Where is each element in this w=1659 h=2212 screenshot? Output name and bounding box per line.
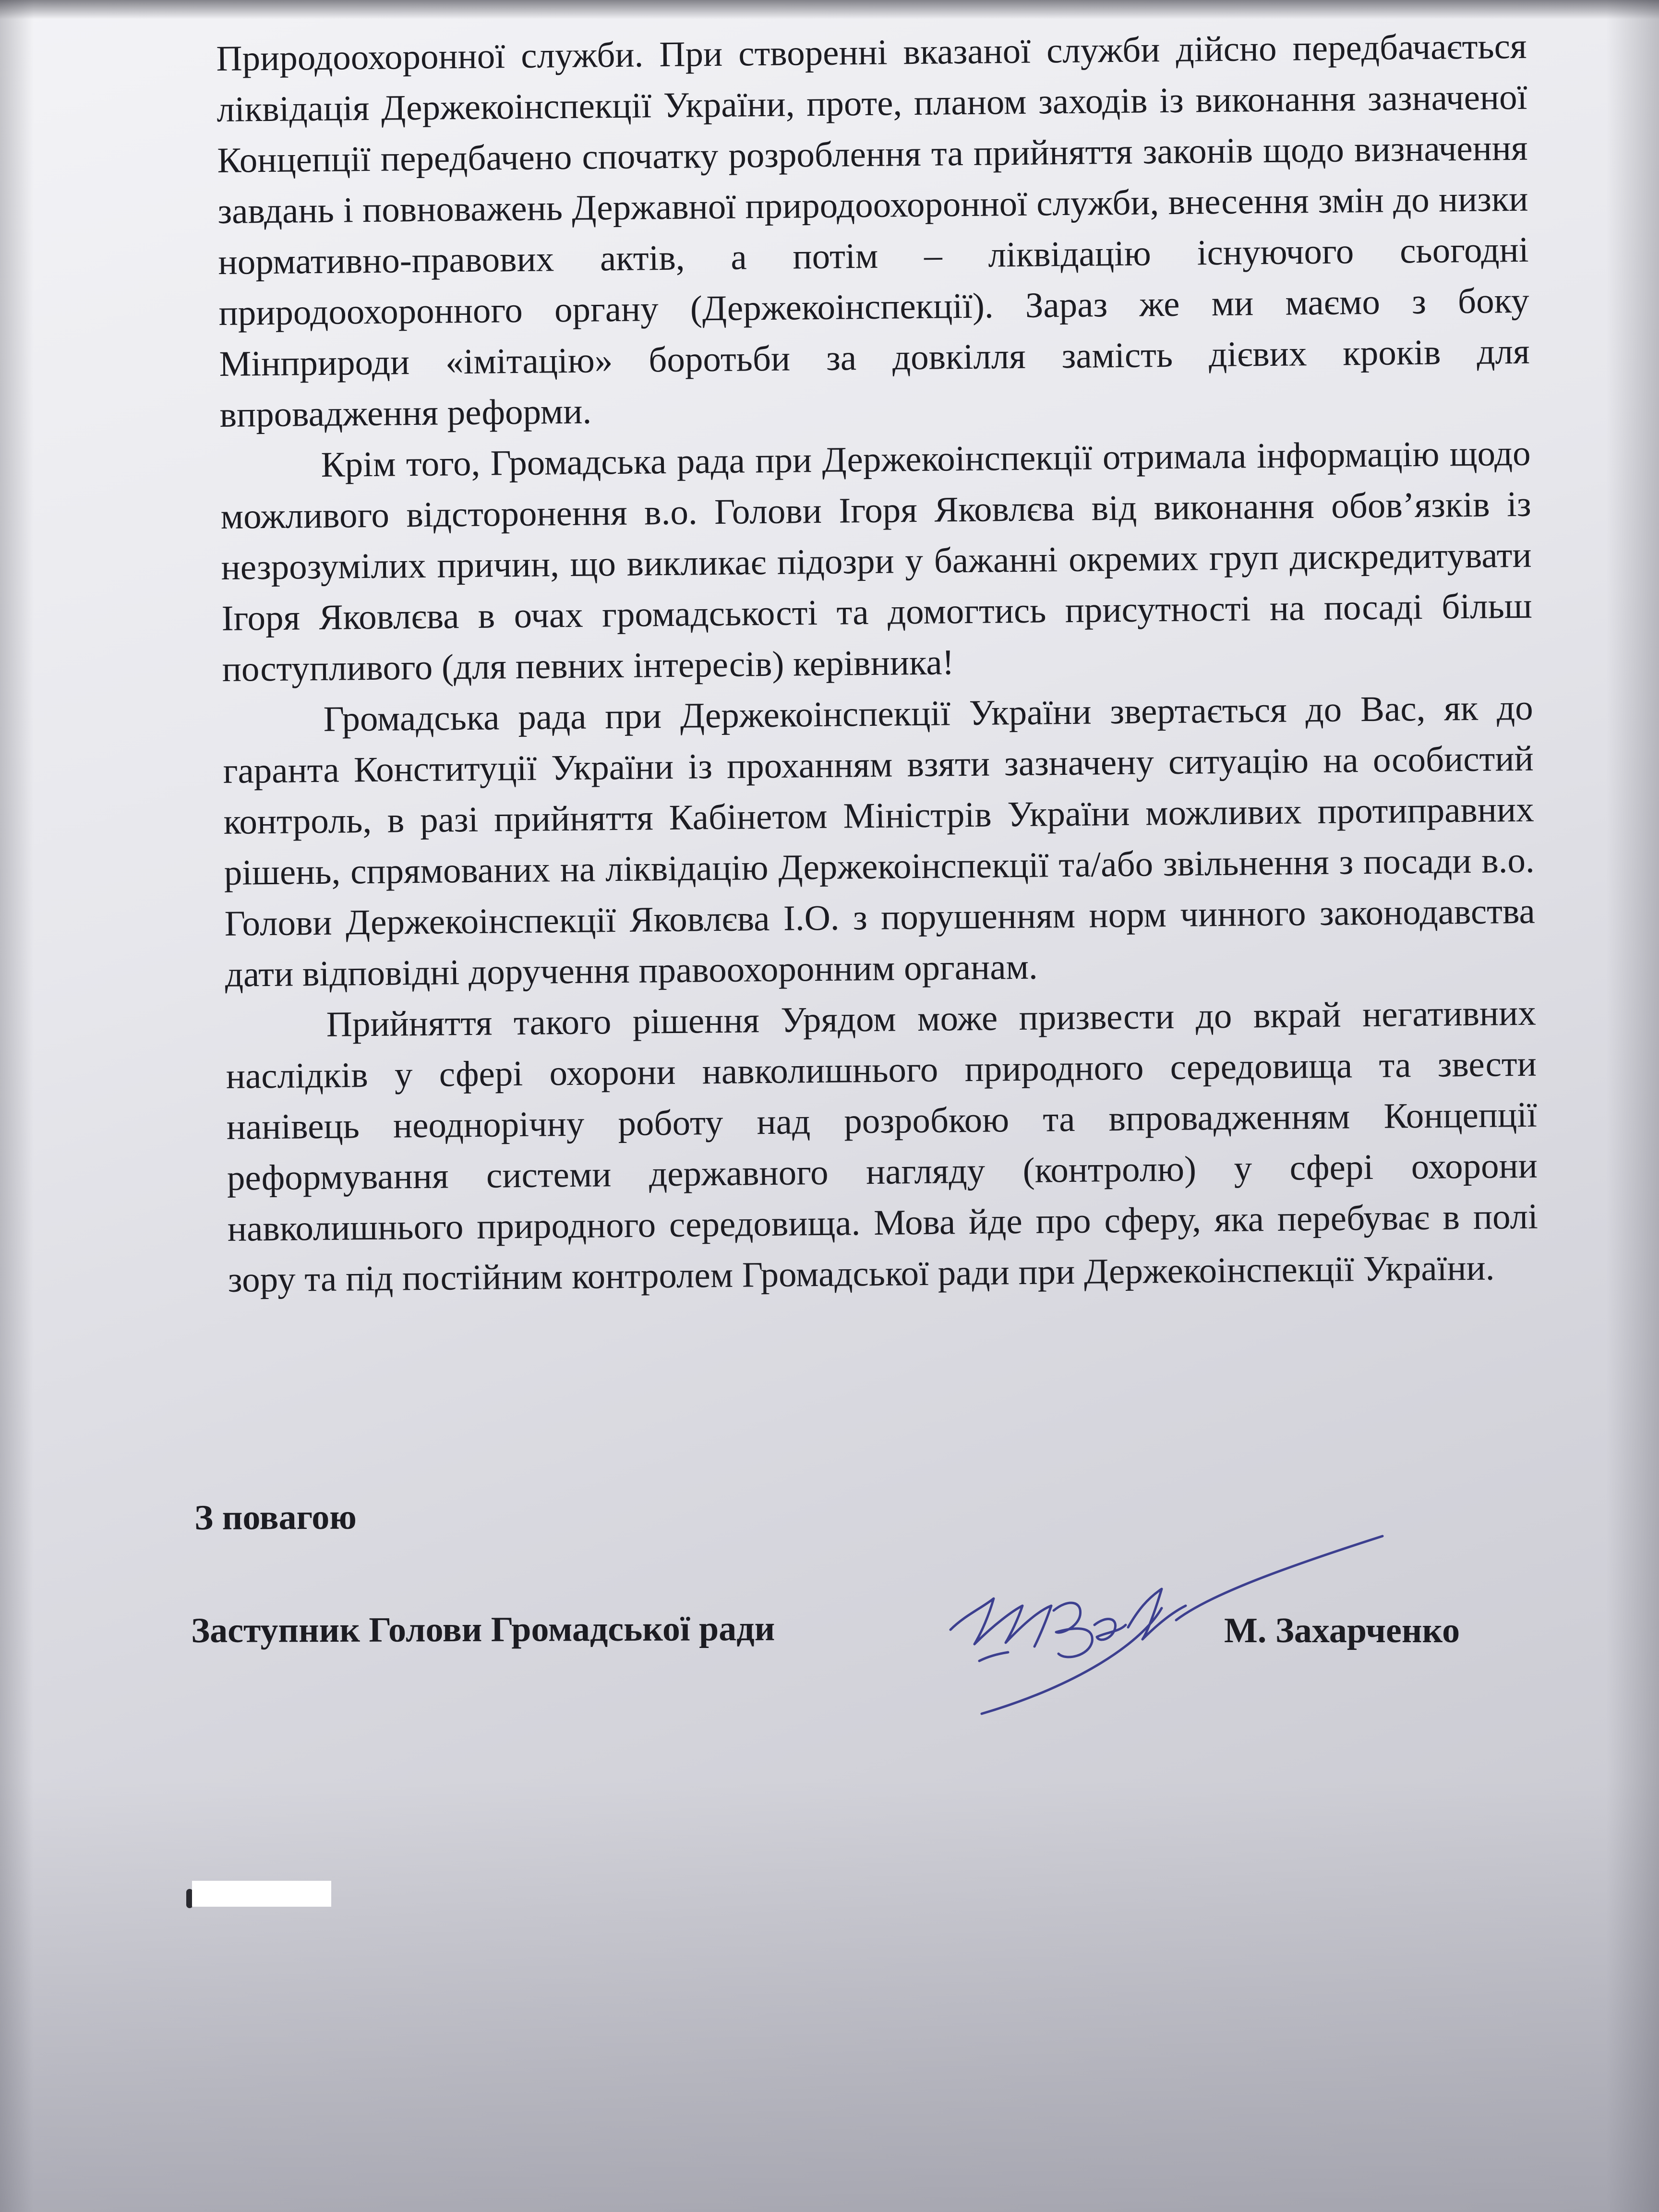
paragraph-3: Громадська рада при Держекоінспекції України звертається до Вас, як до гаранта Конституції України із проханням взяти зазначену ситуацію на особистий контроль, в разі прийняття Кабінетом Міністрів України можливих протиправних рішень, спрямованих на ліквідацію Держекоінспекції та/або звільнення з посади в.о. Голови Держекоінспекції Яковлєва І.О. з порушенням норм чинного законодавства дати відповідні доручення правоохоронним органам. (223, 687, 1536, 995)
closing-salutation: З повагою (194, 1497, 357, 1538)
paragraph-2: Крім того, Громадська рада при Держекоінспекції отримала інформацію щодо можливого відсторонення в.о. Голови Ігоря Яковлєва від виконання обов’язків із незрозумілих причин, що викликає підозри у бажанні окремих груп дискредитувати Ігоря Яковлєва в очах громадськості та домогтись присутності на посаді більш поступливого (для певних інтересів) керівника! (220, 433, 1532, 689)
page-top-shadow (0, 0, 1659, 19)
redaction-block (192, 1881, 331, 1907)
page-bottom-shade (0, 1780, 1659, 2212)
paragraph-1: Природоохоронної служби. При створенні вказаної служби дійсно передбачається ліквідація Держекоінспекції України, проте, планом заходів із виконання зазначеної Концепції передбачено спочатку розроблення та прийняття законів щодо визначення завдань і повноважень Державної природоохоронної служби, внесення змін до низки нормативно-правових актів, а потім – ліквідацію існуючого сьогодні природоохоронного органу (Держекоінспекції). Зараз же ми маємо з боку Мінприроди «імітацію» боротьби за довкілля замість дієвих кроків для впровадження реформи. (216, 26, 1530, 435)
letter-body (216, 21, 1539, 1306)
signer-position: Заступник Голови Громадської ради (191, 1609, 775, 1650)
paragraph-4: Прийняття такого рішення Урядом може призвести до вкрай негативних наслідків у сфері охорони навколишнього природного середовища та звести нанівець неоднорічну роботу над розробкою та впровадженням Концепції реформування системи державного нагляду (контролю) у сфері охорони навколишнього природного середовища. Мова йде про сферу, яка перебуває в полі зору та під постійним контролем Громадської ради при Держекоінспекції України. (226, 993, 1539, 1300)
signer-name: М. Захарченко (1224, 1611, 1460, 1650)
